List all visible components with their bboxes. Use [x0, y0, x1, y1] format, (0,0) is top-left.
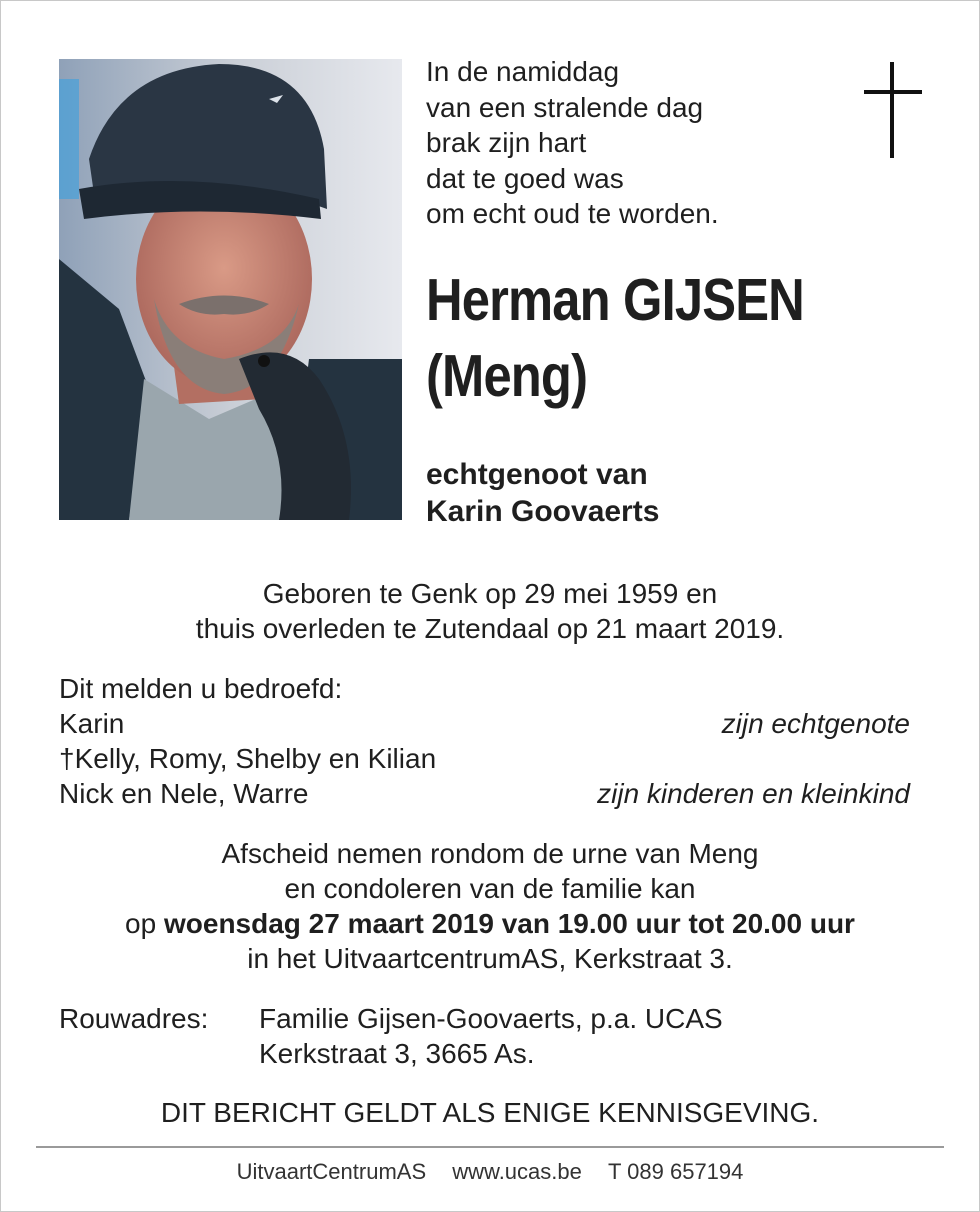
poem-line: van een stralende dag — [426, 91, 704, 123]
mourner-relation: zijn echtgenote — [721, 708, 910, 739]
sole-notice-text: DIT BERICHT GELDT ALS ENIGE KENNISGEVING. — [160, 1097, 820, 1128]
deceased-name — [426, 262, 804, 414]
address-line: Familie Gijsen-Goovaerts, p.a. UCAS — [259, 1003, 723, 1034]
mourners-intro: Dit melden u bedroefd: — [59, 673, 343, 704]
footer — [0, 1158, 980, 1186]
footer-website[interactable]: www.ucas.be — [452, 1159, 582, 1184]
footer-phone: T 089 657194 — [608, 1159, 744, 1184]
death-line: thuis overleden te Zutendaal op 21 maart 2019. — [195, 613, 785, 644]
farewell-date: woensdag 27 maart 2019 van 19.00 uur tot 20.00 uur — [163, 908, 855, 939]
address-label: Rouwadres: — [59, 1003, 209, 1034]
farewell-location: in het UitvaartcentrumAS, Kerkstraat 3. — [247, 943, 733, 974]
poem-line: om echt oud te worden. — [426, 198, 719, 229]
birth-death-info — [0, 576, 980, 646]
address-lines — [259, 1001, 723, 1071]
poem-line: dat te goed was — [426, 162, 624, 194]
address-line: Kerkstraat 3, 3665 As. — [259, 1038, 535, 1069]
deceased-name-line: Herman GIJSEN — [426, 267, 804, 333]
mourners-list — [59, 671, 910, 811]
poem-line: In de namiddag — [426, 56, 620, 87]
poem-line: brak zijn hart — [426, 127, 587, 158]
cross-icon — [864, 62, 922, 158]
farewell-line: Afscheid nemen rondom de urne van Meng — [221, 838, 759, 869]
farewell-prefix: op — [125, 908, 164, 939]
mourner-row — [59, 776, 910, 811]
mourner-row — [59, 706, 910, 741]
spouse-info — [426, 456, 659, 530]
birth-line: Geboren te Genk op 29 mei 1959 en — [262, 578, 718, 609]
farewell-info — [0, 836, 980, 976]
spouse-line: echtgenoot van — [426, 458, 648, 491]
farewell-line: en condoleren van de familie kan — [284, 873, 696, 904]
mourner-relation: zijn kinderen en kleinkind — [597, 778, 910, 809]
poem — [426, 54, 719, 232]
farewell-datetime — [0, 906, 980, 941]
portrait-photo — [59, 59, 402, 520]
footer-company: UitvaartCentrumAS — [236, 1159, 427, 1184]
mourner-names: †Kelly, Romy, Shelby en Kilian — [59, 743, 437, 774]
mourner-names: Nick en Nele, Warre — [59, 778, 309, 809]
spouse-name: Karin Goovaerts — [426, 495, 660, 528]
footer-divider — [36, 1146, 944, 1148]
mourner-row — [59, 741, 910, 776]
deceased-nickname: (Meng) — [426, 343, 588, 409]
mourner-names: Karin — [59, 708, 125, 739]
